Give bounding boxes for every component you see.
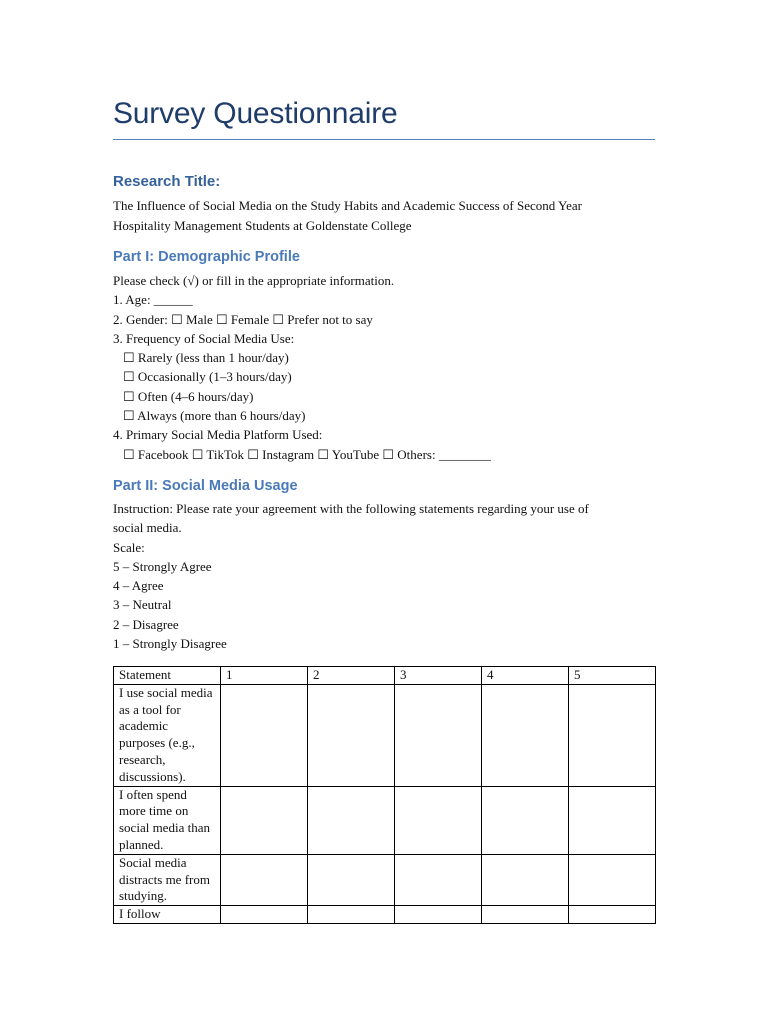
column-header: Statement [114, 667, 221, 685]
rating-cell[interactable] [308, 786, 395, 854]
rating-cell[interactable] [482, 786, 569, 854]
scale-item: 5 – Strongly Agree [113, 558, 212, 574]
statement-cell: Social media distracts me from studying. [114, 854, 221, 905]
research-title-heading: Research Title: [113, 173, 221, 190]
rating-cell[interactable] [569, 906, 656, 924]
age-question: 1. Age: ______ [113, 292, 193, 308]
rating-cell[interactable] [221, 684, 308, 786]
statement-cell: I use social media as a tool for academic purposes (e.g., research, discussions). [114, 684, 221, 786]
part1-heading: Part I: Demographic Profile [113, 249, 300, 265]
research-title-line: Hospitality Management Students at Goldenstate College [113, 218, 412, 233]
rating-cell[interactable] [395, 684, 482, 786]
column-header: 3 [395, 667, 482, 685]
statement-cell: I often spend more time on social media than planned. [114, 786, 221, 854]
platform-options: ☐ Facebook ☐ TikTok ☐ Instagram ☐ YouTube ☐ Others: ________ [123, 446, 491, 462]
rating-cell[interactable] [482, 854, 569, 905]
rating-cell[interactable] [308, 684, 395, 786]
frequency-option: ☐ Rarely (less than 1 hour/day) [123, 350, 289, 366]
rating-cell[interactable] [482, 684, 569, 786]
rating-cell[interactable] [482, 906, 569, 924]
scale-item: 1 – Strongly Disagree [113, 636, 227, 652]
table-header-row [114, 667, 656, 685]
rating-cell[interactable] [569, 786, 656, 854]
rating-table [113, 666, 656, 924]
part2-heading: Part II: Social Media Usage [113, 478, 298, 494]
column-header: 4 [482, 667, 569, 685]
gender-question: 2. Gender: ☐ Male ☐ Female ☐ Prefer not to say [113, 311, 373, 327]
rating-cell[interactable] [569, 684, 656, 786]
research-title-line: The Influence of Social Media on the Study Habits and Academic Success of Second Year [113, 198, 582, 213]
statement-cell: I follow [114, 906, 221, 924]
social-media-usage [113, 499, 589, 653]
part2-instruction-line: social media. [113, 520, 182, 536]
rating-cell[interactable] [221, 906, 308, 924]
rating-cell[interactable] [395, 786, 482, 854]
column-header: 2 [308, 667, 395, 685]
column-header: 1 [221, 667, 308, 685]
scale-item: 4 – Agree [113, 578, 164, 594]
table-row [114, 786, 656, 854]
table-row [114, 854, 656, 905]
rating-cell[interactable] [395, 854, 482, 905]
page-title: Survey Questionnaire [113, 97, 398, 130]
scale-item: 3 – Neutral [113, 597, 172, 613]
platform-question: 4. Primary Social Media Platform Used: [113, 427, 323, 443]
demographic-profile [113, 271, 491, 464]
column-header: 5 [569, 667, 656, 685]
rating-cell[interactable] [308, 906, 395, 924]
research-title-text [113, 196, 582, 236]
rating-cell[interactable] [308, 854, 395, 905]
scale-item: 2 – Disagree [113, 616, 179, 632]
frequency-option: ☐ Occasionally (1–3 hours/day) [123, 369, 292, 385]
rating-cell[interactable] [569, 854, 656, 905]
rating-cell[interactable] [395, 906, 482, 924]
frequency-question: 3. Frequency of Social Media Use: [113, 330, 295, 346]
part2-instruction-line: Instruction: Please rate your agreement with the following statements regarding your use of [113, 501, 589, 516]
frequency-option: ☐ Always (more than 6 hours/day) [123, 408, 306, 424]
title-divider [113, 139, 655, 140]
rating-cell[interactable] [221, 786, 308, 854]
rating-table-container [113, 666, 655, 924]
table-row [114, 684, 656, 786]
frequency-option: ☐ Often (4–6 hours/day) [123, 388, 254, 404]
rating-cell[interactable] [221, 854, 308, 905]
part1-instruction: Please check (√) or fill in the appropriate information. [113, 273, 395, 288]
table-row [114, 906, 656, 924]
scale-label: Scale: [113, 539, 145, 555]
